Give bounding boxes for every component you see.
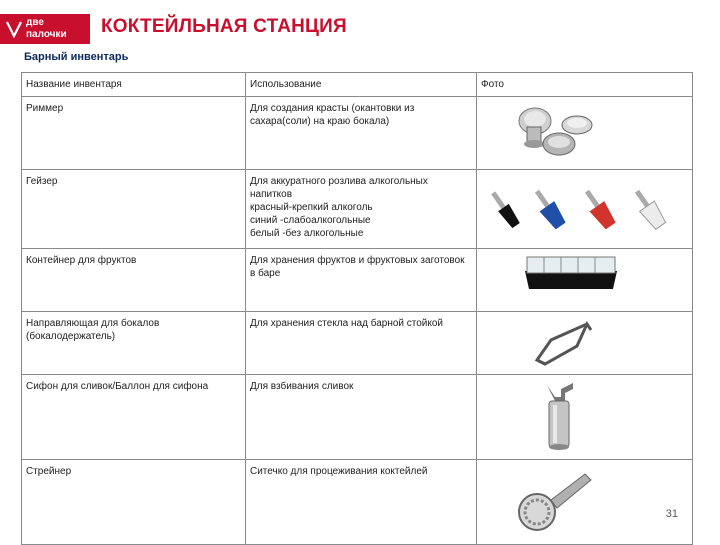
item-name: Сифон для сливок/Баллон для сифона	[22, 375, 246, 460]
item-name: Направляющая для бокалов (бокалодержатель)	[22, 312, 246, 375]
column-header-name: Название инвентаря	[22, 73, 246, 97]
chopsticks-logo-icon	[6, 20, 22, 38]
brand-logo	[0, 14, 90, 44]
fruit-container-icon	[477, 249, 693, 311]
item-photo	[477, 97, 693, 170]
item-photo	[477, 460, 693, 545]
pourer-icon	[477, 170, 693, 248]
glass-holder-icon	[477, 312, 693, 374]
table-header-row	[22, 73, 693, 97]
item-name: Риммер	[22, 97, 246, 170]
column-header-photo: Фото	[477, 73, 693, 97]
item-usage: Для взбивания сливок	[246, 375, 477, 460]
inventory-table	[21, 72, 693, 545]
table-row	[22, 97, 693, 170]
item-name: Гейзер	[22, 170, 246, 249]
table-row	[22, 170, 693, 249]
item-photo	[477, 170, 693, 249]
table-row	[22, 460, 693, 545]
item-usage: Для хранения фруктов и фруктовых заготовок в баре	[246, 249, 477, 312]
logo-text: две палочки	[26, 17, 67, 40]
page-title: КОКТЕЙЛЬНАЯ СТАНЦИЯ	[101, 16, 347, 37]
item-photo	[477, 375, 693, 460]
table-row	[22, 249, 693, 312]
item-usage: Для хранения стекла над барной стойкой	[246, 312, 477, 375]
item-usage: Ситечко для процеживания коктейлей	[246, 460, 477, 545]
page-subtitle: Барный инвентарь	[24, 51, 129, 63]
rimmer-icon	[477, 97, 693, 169]
table-row	[22, 375, 693, 460]
table-row	[22, 312, 693, 375]
item-name: Стрейнер	[22, 460, 246, 545]
item-photo	[477, 312, 693, 375]
strainer-icon	[477, 460, 693, 544]
item-photo	[477, 249, 693, 312]
item-usage: Для создания красты (окантовки из сахара(соли) на краю бокала)	[246, 97, 477, 170]
item-name: Контейнер для фруктов	[22, 249, 246, 312]
cream-siphon-icon	[477, 375, 693, 459]
page-number: 31	[665, 508, 678, 520]
item-usage: Для аккуратного розлива алкогольных напитков красный-крепкий алкоголь синий -слабоалкогольные белый -без алкогольные	[246, 170, 477, 249]
column-header-usage: Использование	[246, 73, 477, 97]
